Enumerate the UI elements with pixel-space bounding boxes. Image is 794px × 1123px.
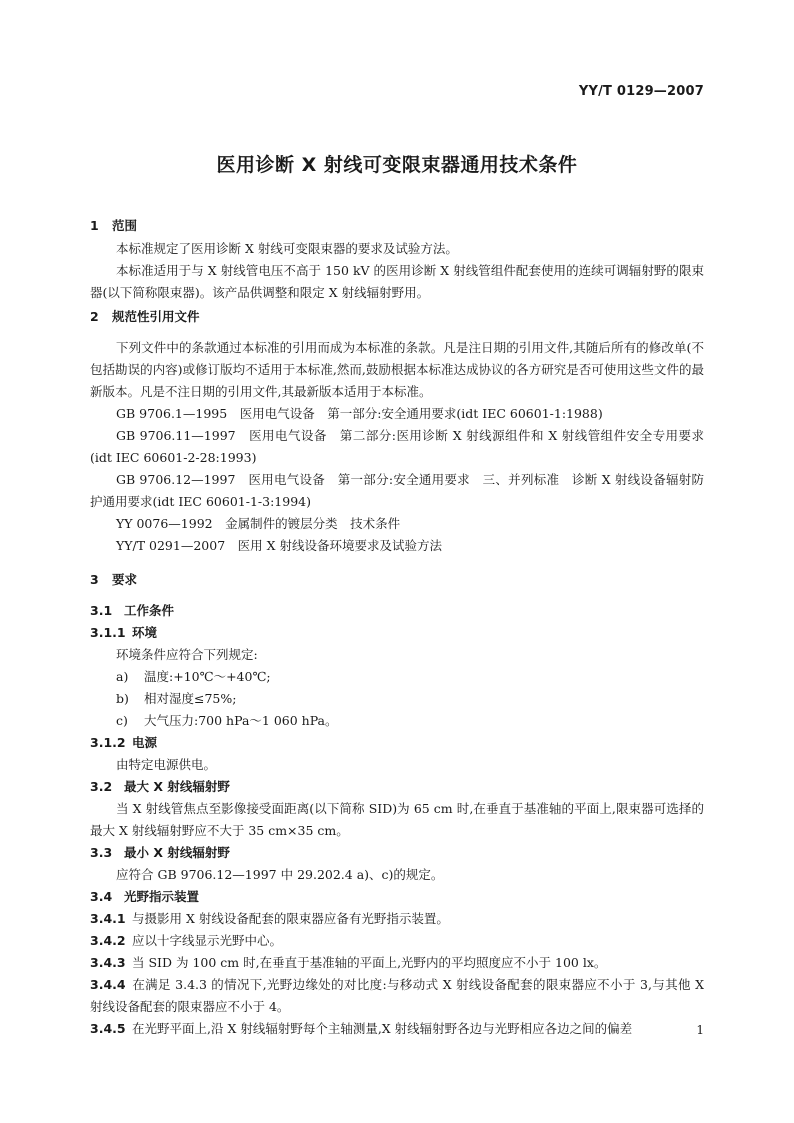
clause-number: 3.4.4 — [90, 977, 126, 992]
reference-item: GB 9706.11—1997 医用电气设备 第二部分:医用诊断 X 射线源组件和 X 射线管组件安全专用要求(idt IEC 60601-2-28:1993) — [90, 428, 704, 465]
paragraph: 由特定电源供电。 — [116, 757, 217, 772]
clause-text: 与摄影用 X 射线设备配套的限束器应备有光野指示装置。 — [132, 911, 449, 926]
list-item — [90, 666, 704, 688]
section-title: 最大 X 射线辐射野 — [124, 779, 230, 794]
document-body — [90, 213, 704, 1040]
section-title: 要求 — [112, 572, 138, 587]
section-number: 2 — [90, 309, 99, 324]
subsection-heading-3-3 — [90, 842, 704, 864]
section-title: 规范性引用文件 — [112, 309, 200, 324]
clause-text: 当 SID 为 100 cm 时,在垂直于基准轴的平面上,光野内的平均照度应不小于 100 lx。 — [132, 955, 607, 970]
section-number: 3.4 — [90, 889, 113, 904]
subsection-heading-3-1-1 — [90, 622, 704, 644]
paragraph: 下列文件中的条款通过本标准的引用而成为本标准的条款。凡是注日期的引用文件,其随后所有的修改单(不包括勘误的内容)或修订版均不适用于本标准,然而,鼓励根据本标准达成协议的各方研究是否可使用这些文件的最新版本。凡是不注日期的引用文件,其最新版本适用于本标准。 — [90, 340, 704, 399]
clause-number: 3.4.3 — [90, 955, 126, 970]
section-heading-2 — [90, 304, 704, 329]
paragraph: 本标准适用于与 X 射线管电压不高于 150 kV 的医用诊断 X 射线管组件配套使用的连续可调辐射野的限束器(以下简称限束器)。该产品供调整和限定 X 射线辐射野用。 — [90, 263, 704, 300]
clause-number: 3.4.1 — [90, 911, 126, 926]
clause — [90, 908, 704, 930]
clause-number: 3.4.2 — [90, 933, 126, 948]
clause-text: 在满足 3.4.3 的情况下,光野边缘处的对比度:与移动式 X 射线设备配套的限束器应不小于 3,与其他 X 射线设备配套的限束器应不小于 4。 — [90, 977, 704, 1014]
section-title: 范围 — [112, 218, 138, 233]
section-title: 电源 — [132, 735, 158, 750]
section-title: 光野指示装置 — [124, 889, 200, 904]
reference-item: YY 0076—1992 金属制件的镀层分类 技术条件 — [116, 516, 401, 531]
section-heading-3 — [90, 567, 704, 592]
paragraph: 当 X 射线管焦点至影像接受面距离(以下简称 SID)为 65 cm 时,在垂直于基准轴的平面上,限束器可选择的最大 X 射线辐射野应不大于 35 cm×35 cm。 — [90, 801, 704, 838]
list-text: 大气压力:700 hPa～1 060 hPa。 — [144, 713, 338, 728]
clause-number: 3.4.5 — [90, 1021, 126, 1036]
section-title: 最小 X 射线辐射野 — [124, 845, 230, 860]
clause-text: 在光野平面上,沿 X 射线辐射野每个主轴测量,X 射线辐射野各边与光野相应各边之间的偏差 — [132, 1021, 633, 1036]
reference-item: GB 9706.12—1997 医用电气设备 第一部分:安全通用要求 三、并列标准 诊断 X 射线设备辐射防护通用要求(idt IEC 60601-1-3:1994) — [90, 472, 704, 509]
list-text: 相对湿度≤75%; — [144, 691, 237, 706]
section-number: 1 — [90, 218, 99, 233]
document-title: 医用诊断 X 射线可变限束器通用技术条件 — [216, 154, 578, 176]
standard-code: YY/T 0129—2007 — [578, 84, 704, 99]
list-item — [90, 688, 704, 710]
section-number: 3 — [90, 572, 99, 587]
section-number: 3.1.2 — [90, 735, 126, 750]
clause-text: 应以十字线显示光野中心。 — [132, 933, 283, 948]
section-title: 工作条件 — [124, 603, 175, 618]
section-title: 环境 — [132, 625, 158, 640]
section-number: 3.2 — [90, 779, 113, 794]
list-item — [90, 710, 704, 732]
paragraph: 本标准规定了医用诊断 X 射线可变限束器的要求及试验方法。 — [116, 241, 458, 256]
subsection-heading-3-4 — [90, 886, 704, 908]
clause — [90, 952, 704, 974]
subsection-heading-3-1-2 — [90, 732, 704, 754]
clause — [90, 930, 704, 952]
section-number: 3.3 — [90, 845, 113, 860]
list-text: 温度:+10℃～+40℃; — [144, 669, 271, 684]
clause — [90, 974, 704, 1018]
subsection-heading-3-2 — [90, 776, 704, 798]
section-number: 3.1.1 — [90, 625, 126, 640]
clause — [90, 1018, 704, 1040]
list-marker: c) — [116, 713, 128, 728]
reference-item: GB 9706.1—1995 医用电气设备 第一部分:安全通用要求(idt IEC 60601-1:1988) — [116, 406, 603, 421]
page-number: 1 — [696, 1023, 704, 1037]
reference-item: YY/T 0291—2007 医用 X 射线设备环境要求及试验方法 — [116, 538, 442, 553]
list-marker: a) — [116, 669, 129, 684]
section-heading-1 — [90, 213, 704, 238]
paragraph: 应符合 GB 9706.12—1997 中 29.202.4 a)、c)的规定。 — [116, 867, 444, 882]
list-marker: b) — [116, 691, 129, 706]
paragraph: 环境条件应符合下列规定: — [116, 647, 258, 662]
section-number: 3.1 — [90, 603, 113, 618]
subsection-heading-3-1 — [90, 600, 704, 622]
